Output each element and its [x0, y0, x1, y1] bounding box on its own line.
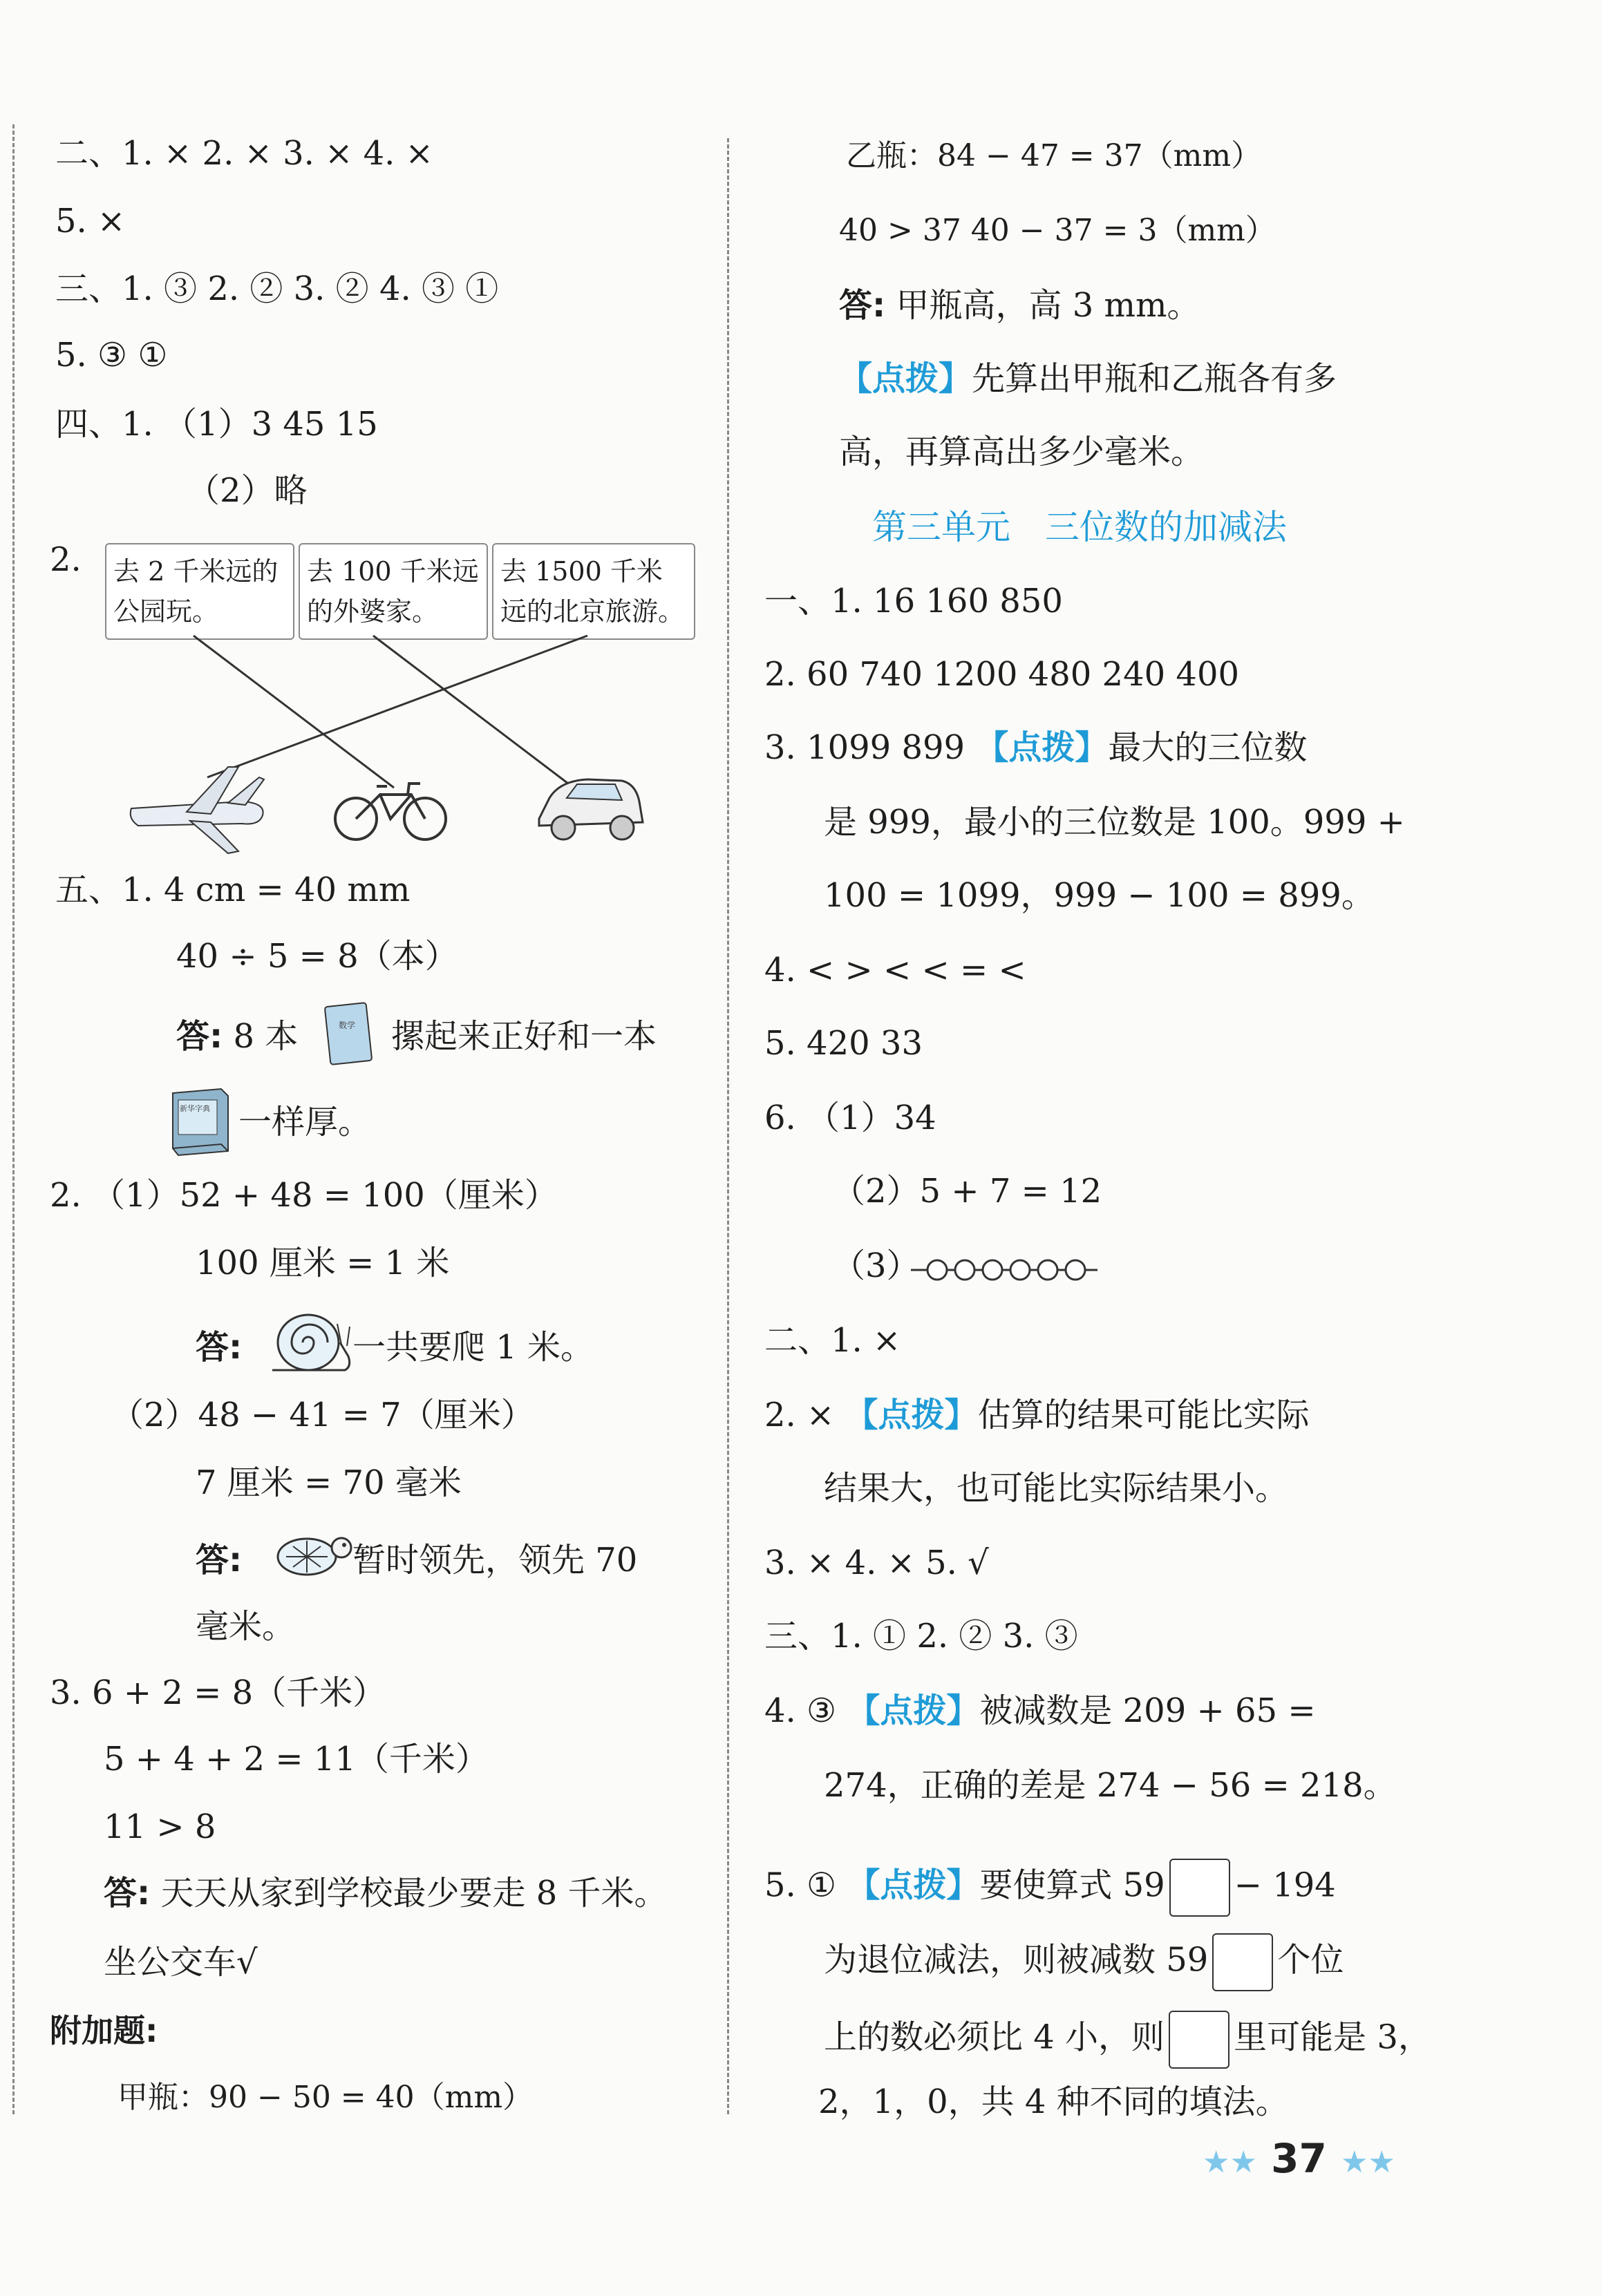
unit3-s3-q5-line-3-text: 上的数必须比 4 小，则	[824, 2018, 1165, 2057]
unit3-s3-q1-3: 三、1. ① 2. ② 3. ③	[764, 1617, 1078, 1655]
unit3-s1-q3-hint: 最大的三位数	[1108, 728, 1308, 767]
section-5-q2-answer-label-2	[196, 1541, 243, 1579]
answer-label: 答:	[839, 286, 886, 325]
bead-string-diagram	[911, 1249, 1104, 1288]
unit3-s3-q4	[764, 1691, 1316, 1730]
hint-label: 【点拨】	[847, 1866, 980, 1905]
section-4-line-1: 四、1. （1）3 45 15	[55, 405, 378, 444]
extra-question-title: 附加题:	[50, 2012, 158, 2049]
unit3-s3-q5-line-2-tail: 个位	[1277, 1940, 1344, 1980]
section-5-q1-line-1: 五、1. 4 cm = 40 mm	[55, 871, 411, 909]
destination-card-grandma: 去 100 千米远的外婆家。	[299, 543, 488, 640]
unit3-s3-q5	[764, 1859, 1336, 1917]
blank-box	[1212, 1933, 1273, 1991]
answer-label: 答:	[176, 1017, 223, 1056]
section-5-q2-answer: 一共要爬 1 米。	[352, 1328, 594, 1367]
section-5-q2-line-2: 100 厘米 = 1 米	[196, 1244, 450, 1282]
blank-box	[1169, 2011, 1229, 2069]
extra-question-line-1: 甲瓶：90 − 50 = 40（mm）	[117, 2080, 534, 2115]
turtle-icon	[272, 1526, 355, 1581]
section-3-line-1: 三、1. ③ 2. ② 3. ② 4. ③ ①	[55, 269, 499, 308]
answer-count: 8 本	[233, 1017, 299, 1056]
math-book-icon	[322, 1000, 377, 1070]
section-5-q1-line-2: 40 ÷ 5 = 8（本）	[176, 937, 458, 976]
column-divider	[727, 138, 729, 2114]
unit3-s1-q2: 2. 60 740 1200 480 240 400	[764, 655, 1240, 694]
destination-card-park: 去 2 千米远的公园玩。	[105, 543, 294, 640]
bicycle-icon	[332, 774, 449, 843]
airplane-icon	[124, 760, 276, 857]
car-icon	[532, 767, 650, 850]
extra-question-line-3: 40 > 37 40 − 37 = 3（mm）	[839, 213, 1276, 248]
unit3-s1-q3-answer: 3. 1099 899	[764, 728, 965, 767]
unit3-s1-q6-3: （3）	[832, 1246, 920, 1285]
section-5-q3-answer	[104, 1874, 668, 1913]
section-5-q2-answer-2: 暂时领先，领先 70	[352, 1541, 638, 1579]
section-2-line-2: 5. ×	[55, 202, 126, 240]
unit3-s3-q5-hint: 要使算式 59	[979, 1866, 1165, 1905]
section-5-q2-line-3: （2）48 − 41 = 7（厘米）	[111, 1396, 534, 1434]
section-4-q2-number: 2.	[50, 540, 82, 579]
unit3-s1-q4: 4. < > < < = <	[764, 951, 1026, 989]
extra-question-hint-text: 先算出甲瓶和乙瓶各有多	[972, 359, 1337, 398]
star-icons-right: ★★	[1341, 2145, 1395, 2180]
section-5-q2-answer-2-end: 毫米。	[196, 1607, 296, 1646]
unit3-s3-q5-line-2-text: 为退位减法，则被减数 59	[824, 1940, 1209, 1980]
extra-question-answer	[839, 286, 1200, 325]
section-4-line-2: （2）略	[187, 471, 308, 510]
dictionary-icon	[166, 1083, 235, 1159]
section-5-q1-answer	[176, 1017, 299, 1056]
unit3-s3-q4-answer: 4. ③	[764, 1691, 837, 1730]
unit3-s2-q2-hint: 估算的结果可能比实际	[977, 1396, 1310, 1434]
star-icons-left: ★★	[1203, 2145, 1257, 2180]
section-5-q2-line-1: 2. （1）52 + 48 = 100（厘米）	[50, 1176, 558, 1215]
section-5-q1-answer-end: 一样厚。	[238, 1103, 372, 1141]
math-book-label: 数学	[339, 1021, 356, 1030]
extra-question-hint	[839, 359, 1337, 398]
unit3-s1-q1: 一、1. 16 160 850	[764, 582, 1063, 620]
unit3-s3-q5-answer: 5. ①	[764, 1866, 837, 1905]
hint-label: 【点拨】	[847, 1691, 980, 1730]
unit3-s1-q3-hint-line-3: 100 = 1099，999 − 100 = 899。	[824, 876, 1375, 915]
section-5-q3-answer-text: 天天从家到学校最少要走 8 千米。	[160, 1874, 668, 1913]
unit3-s3-q4-hint-line-2: 274，正确的差是 274 − 56 = 218。	[824, 1766, 1397, 1805]
unit3-s1-q3	[764, 728, 1308, 767]
unit3-s3-q5-line-2	[824, 1933, 1344, 1991]
answer-label: 答:	[104, 1874, 151, 1913]
unit3-s1-q3-hint-line-2: 是 999，最小的三位数是 100。999 +	[824, 803, 1405, 842]
section-5-q3-line-2: 5 + 4 + 2 = 11（千米）	[104, 1740, 489, 1778]
page-number-footer	[1203, 2135, 1395, 2182]
unit3-s2-q3-5: 3. × 4. × 5. √	[764, 1544, 989, 1582]
section-5-q2-answer-label	[196, 1328, 243, 1367]
hint-label: 【点拨】	[845, 1396, 978, 1434]
hint-label: 【点拨】	[975, 728, 1109, 767]
unit3-s3-q4-hint: 被减数是 209 + 65 =	[979, 1691, 1316, 1730]
snail-icon	[265, 1304, 355, 1381]
answer-label: 答:	[196, 1541, 243, 1579]
extra-question-hint-line-2: 高，再算高出多少毫米。	[839, 433, 1205, 471]
extra-question-line-2: 乙瓶：84 − 47 = 37（mm）	[846, 138, 1262, 173]
unit3-s2-q1: 二、1. ×	[764, 1321, 901, 1360]
unit3-s3-q5-line-4: 2，1，0，共 4 种不同的填法。	[818, 2082, 1289, 2121]
blank-box	[1169, 1859, 1230, 1917]
unit3-s3-q5-hint-tail: − 194	[1234, 1866, 1336, 1905]
unit3-s1-q5: 5. 420 33	[764, 1024, 923, 1063]
unit3-s2-q2	[764, 1398, 1310, 1432]
section-5-q3-line-1: 3. 6 + 2 = 8（千米）	[50, 1673, 386, 1712]
section-5-q1-answer-text: 摞起来正好和一本	[391, 1017, 657, 1056]
unit3-s3-q5-line-3	[824, 2011, 1431, 2069]
dictionary-label: 新华字典	[180, 1104, 210, 1113]
destination-card-beijing: 去 1500 千米远的北京旅游。	[492, 543, 695, 640]
section-5-q3-line-3: 11 > 8	[104, 1808, 216, 1846]
section-2-line-1: 二、1. × 2. × 3. × 4. ×	[55, 134, 433, 173]
unit3-s2-q2-answer: 2. ×	[764, 1396, 835, 1434]
unit3-s3-q5-line-3-tail: 里可能是 3，	[1234, 2018, 1431, 2057]
unit-title: 第三单元 三位数的加减法	[872, 507, 1287, 547]
unit3-s2-q2-hint-line-2: 结果大，也可能比实际结果小。	[824, 1469, 1289, 1508]
section-3-line-2: 5. ③ ①	[55, 336, 168, 374]
section-5-q3-choice: 坐公交车√	[104, 1943, 258, 1982]
section-5-q2-line-4: 7 厘米 = 70 毫米	[196, 1463, 462, 1502]
answer-label: 答:	[196, 1328, 243, 1367]
page-number: 37	[1271, 2135, 1327, 2182]
extra-question-answer-text: 甲瓶高，高 3 mm。	[896, 286, 1200, 325]
hint-label: 【点拨】	[839, 359, 972, 398]
left-dashed-border	[12, 124, 15, 2114]
unit3-s1-q6-2: （2）5 + 7 = 12	[832, 1172, 1102, 1211]
unit3-s1-q6-1: 6. （1）34	[764, 1099, 936, 1137]
